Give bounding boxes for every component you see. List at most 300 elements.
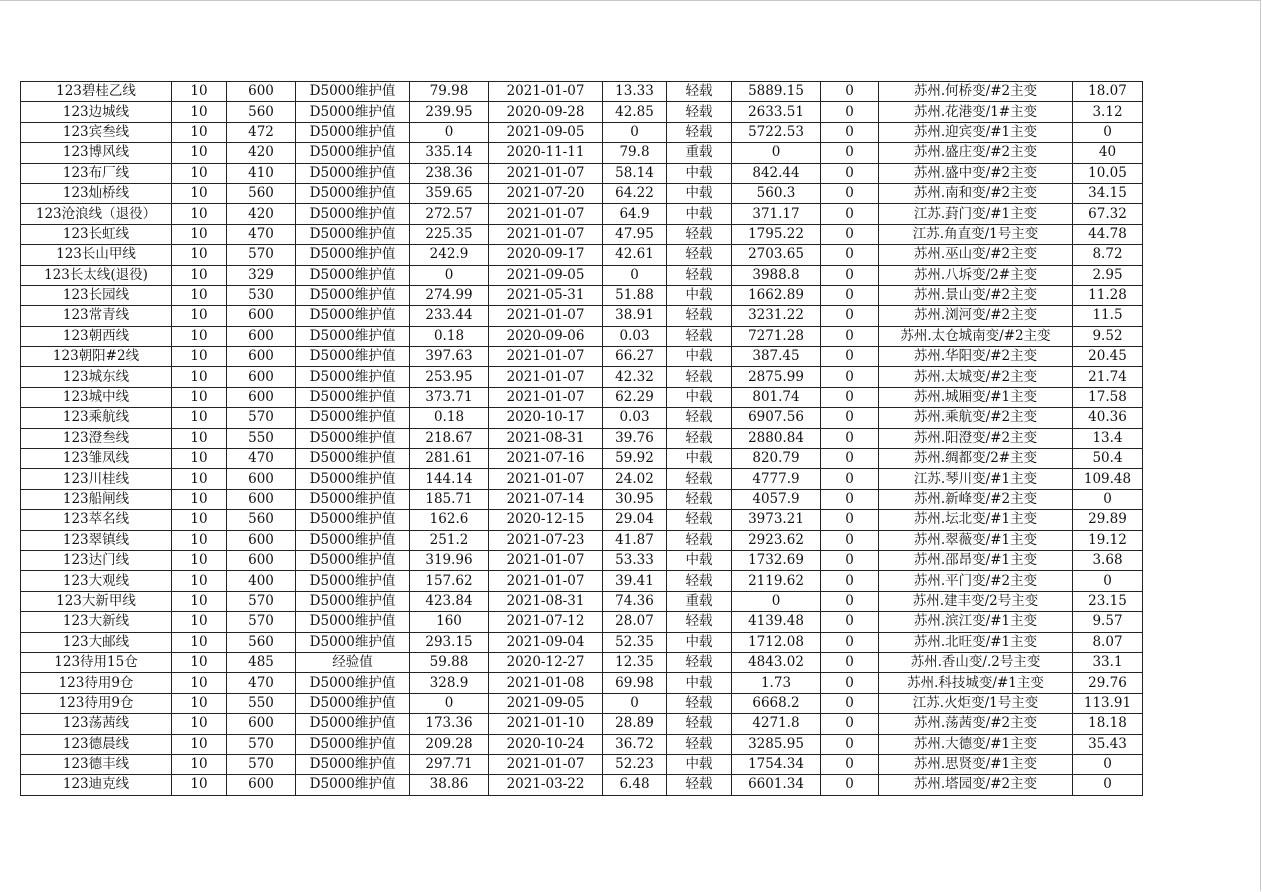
substation-cell: 苏州.乘航变/#2主变 — [879, 408, 1073, 428]
load-rate-cell: 24.02 — [603, 469, 667, 489]
current-value-cell: 253.95 — [410, 367, 489, 387]
load-rate-cell: 39.76 — [603, 428, 667, 448]
margin-cell: 1795.22 — [732, 224, 821, 244]
table-row — [21, 306, 1143, 326]
table-row — [21, 734, 1143, 754]
line-name-cell: 123达门线 — [21, 550, 172, 570]
substation-cell: 苏州.盛庄变/#2主变 — [879, 143, 1073, 163]
current-value-cell: 225.35 — [410, 224, 489, 244]
voltage-cell: 10 — [172, 489, 227, 509]
table-body — [21, 82, 1143, 796]
table-row — [21, 224, 1143, 244]
substation-cell: 苏州.科技城变/#1主变 — [879, 673, 1073, 693]
load-status-cell: 轻载 — [667, 224, 732, 244]
load-status-cell: 轻载 — [667, 326, 732, 346]
extra-value-cell: 33.1 — [1073, 652, 1143, 672]
source-cell: D5000维护值 — [296, 285, 410, 305]
voltage-cell: 10 — [172, 693, 227, 713]
extra-value-cell: 9.57 — [1073, 612, 1143, 632]
table-row — [21, 591, 1143, 611]
source-cell: D5000维护值 — [296, 183, 410, 203]
line-name-cell: 123翠镇线 — [21, 530, 172, 550]
date-cell: 2021-01-07 — [489, 387, 603, 407]
voltage-cell: 10 — [172, 571, 227, 591]
extra-value-cell: 10.05 — [1073, 163, 1143, 183]
load-status-cell: 中载 — [667, 387, 732, 407]
date-cell: 2021-09-04 — [489, 632, 603, 652]
source-cell: D5000维护值 — [296, 489, 410, 509]
current-value-cell: 251.2 — [410, 530, 489, 550]
substation-cell: 江苏.琴川变/#1主变 — [879, 469, 1073, 489]
table-row — [21, 469, 1143, 489]
load-status-cell: 轻载 — [667, 265, 732, 285]
zero-cell: 0 — [821, 571, 879, 591]
margin-cell: 2633.51 — [732, 102, 821, 122]
substation-cell: 苏州.邵昂变/#1主变 — [879, 550, 1073, 570]
margin-cell: 1712.08 — [732, 632, 821, 652]
current-value-cell: 162.6 — [410, 510, 489, 530]
current-value-cell: 0 — [410, 693, 489, 713]
date-cell: 2021-05-31 — [489, 285, 603, 305]
load-status-cell: 轻载 — [667, 428, 732, 448]
zero-cell: 0 — [821, 510, 879, 530]
load-status-cell: 轻载 — [667, 489, 732, 509]
load-status-cell: 中载 — [667, 754, 732, 774]
table-row — [21, 510, 1143, 530]
extra-value-cell: 0 — [1073, 122, 1143, 142]
table-row — [21, 183, 1143, 203]
zero-cell: 0 — [821, 673, 879, 693]
source-cell: D5000维护值 — [296, 449, 410, 469]
extra-value-cell: 67.32 — [1073, 204, 1143, 224]
zero-cell: 0 — [821, 204, 879, 224]
zero-cell: 0 — [821, 714, 879, 734]
date-cell: 2021-09-05 — [489, 122, 603, 142]
load-status-cell: 中载 — [667, 550, 732, 570]
current-value-cell: 242.9 — [410, 245, 489, 265]
margin-cell: 2880.84 — [732, 428, 821, 448]
current-value-cell: 297.71 — [410, 754, 489, 774]
current-value-cell: 397.63 — [410, 347, 489, 367]
line-name-cell: 123萃名线 — [21, 510, 172, 530]
current-value-cell: 335.14 — [410, 143, 489, 163]
margin-cell: 0 — [732, 143, 821, 163]
voltage-cell: 10 — [172, 306, 227, 326]
load-status-cell: 轻载 — [667, 693, 732, 713]
rated-current-cell: 600 — [227, 347, 296, 367]
margin-cell: 560.3 — [732, 183, 821, 203]
voltage-cell: 10 — [172, 163, 227, 183]
source-cell: D5000维护值 — [296, 347, 410, 367]
load-rate-cell: 0.03 — [603, 408, 667, 428]
load-rate-cell: 0 — [603, 265, 667, 285]
voltage-cell: 10 — [172, 775, 227, 795]
rated-current-cell: 560 — [227, 102, 296, 122]
margin-cell: 5722.53 — [732, 122, 821, 142]
current-value-cell: 157.62 — [410, 571, 489, 591]
substation-cell: 江苏.葑门变/#1主变 — [879, 204, 1073, 224]
date-cell: 2021-01-10 — [489, 714, 603, 734]
substation-cell: 苏州.坛北变/#1主变 — [879, 510, 1073, 530]
source-cell: D5000维护值 — [296, 734, 410, 754]
line-name-cell: 123长太线(退役) — [21, 265, 172, 285]
substation-cell: 苏州.大德变/#1主变 — [879, 734, 1073, 754]
load-status-cell: 轻载 — [667, 775, 732, 795]
table-row — [21, 387, 1143, 407]
load-status-cell: 中载 — [667, 163, 732, 183]
date-cell: 2021-09-05 — [489, 265, 603, 285]
rated-current-cell: 329 — [227, 265, 296, 285]
line-name-cell: 123长山甲线 — [21, 245, 172, 265]
extra-value-cell: 8.07 — [1073, 632, 1143, 652]
margin-cell: 1732.69 — [732, 550, 821, 570]
zero-cell: 0 — [821, 775, 879, 795]
margin-cell: 4057.9 — [732, 489, 821, 509]
substation-cell: 苏州.巫山变/#2主变 — [879, 245, 1073, 265]
source-cell: D5000维护值 — [296, 571, 410, 591]
extra-value-cell: 50.4 — [1073, 449, 1143, 469]
load-rate-cell: 53.33 — [603, 550, 667, 570]
source-cell: D5000维护值 — [296, 673, 410, 693]
substation-cell: 苏州.塔园变/#2主变 — [879, 775, 1073, 795]
load-rate-cell: 30.95 — [603, 489, 667, 509]
extra-value-cell: 11.5 — [1073, 306, 1143, 326]
zero-cell: 0 — [821, 489, 879, 509]
extra-value-cell: 44.78 — [1073, 224, 1143, 244]
current-value-cell: 160 — [410, 612, 489, 632]
voltage-cell: 10 — [172, 143, 227, 163]
rated-current-cell: 550 — [227, 428, 296, 448]
extra-value-cell: 9.52 — [1073, 326, 1143, 346]
table-row — [21, 367, 1143, 387]
date-cell: 2020-12-27 — [489, 652, 603, 672]
extra-value-cell: 18.18 — [1073, 714, 1143, 734]
table-row — [21, 428, 1143, 448]
rated-current-cell: 600 — [227, 714, 296, 734]
zero-cell: 0 — [821, 449, 879, 469]
substation-cell: 苏州.滨江变/#1主变 — [879, 612, 1073, 632]
voltage-cell: 10 — [172, 449, 227, 469]
load-rate-cell: 52.23 — [603, 754, 667, 774]
current-value-cell: 0.18 — [410, 408, 489, 428]
table-row — [21, 775, 1143, 795]
source-cell: D5000维护值 — [296, 306, 410, 326]
table-row — [21, 204, 1143, 224]
extra-value-cell: 0 — [1073, 754, 1143, 774]
zero-cell: 0 — [821, 387, 879, 407]
margin-cell: 4271.8 — [732, 714, 821, 734]
load-status-cell: 中载 — [667, 204, 732, 224]
voltage-cell: 10 — [172, 734, 227, 754]
voltage-cell: 10 — [172, 204, 227, 224]
table-row — [21, 652, 1143, 672]
load-rate-cell: 42.61 — [603, 245, 667, 265]
load-status-cell: 轻载 — [667, 714, 732, 734]
rated-current-cell: 410 — [227, 163, 296, 183]
load-status-cell: 轻载 — [667, 652, 732, 672]
current-value-cell: 144.14 — [410, 469, 489, 489]
table-row — [21, 265, 1143, 285]
extra-value-cell: 40 — [1073, 143, 1143, 163]
voltage-cell: 10 — [172, 530, 227, 550]
voltage-cell: 10 — [172, 754, 227, 774]
substation-cell: 苏州.建丰变/2号主变 — [879, 591, 1073, 611]
extra-value-cell: 29.89 — [1073, 510, 1143, 530]
date-cell: 2020-12-15 — [489, 510, 603, 530]
voltage-cell: 10 — [172, 591, 227, 611]
source-cell: D5000维护值 — [296, 265, 410, 285]
table-row — [21, 347, 1143, 367]
margin-cell: 371.17 — [732, 204, 821, 224]
voltage-cell: 10 — [172, 265, 227, 285]
load-status-cell: 轻载 — [667, 612, 732, 632]
current-value-cell: 185.71 — [410, 489, 489, 509]
load-status-cell: 重载 — [667, 143, 732, 163]
rated-current-cell: 600 — [227, 387, 296, 407]
date-cell: 2021-07-12 — [489, 612, 603, 632]
voltage-cell: 10 — [172, 387, 227, 407]
load-status-cell: 轻载 — [667, 530, 732, 550]
source-cell: D5000维护值 — [296, 530, 410, 550]
current-value-cell: 0.18 — [410, 326, 489, 346]
load-status-cell: 重载 — [667, 591, 732, 611]
load-status-cell: 轻载 — [667, 469, 732, 489]
load-status-cell: 轻载 — [667, 306, 732, 326]
rated-current-cell: 600 — [227, 469, 296, 489]
rated-current-cell: 600 — [227, 530, 296, 550]
source-cell: D5000维护值 — [296, 163, 410, 183]
zero-cell: 0 — [821, 347, 879, 367]
source-cell: D5000维护值 — [296, 224, 410, 244]
extra-value-cell: 3.12 — [1073, 102, 1143, 122]
voltage-cell: 10 — [172, 224, 227, 244]
source-cell: D5000维护值 — [296, 387, 410, 407]
voltage-cell: 10 — [172, 550, 227, 570]
source-cell: D5000维护值 — [296, 591, 410, 611]
load-status-cell: 中载 — [667, 285, 732, 305]
line-name-cell: 123边城线 — [21, 102, 172, 122]
load-rate-cell: 0 — [603, 122, 667, 142]
current-value-cell: 328.9 — [410, 673, 489, 693]
rated-current-cell: 570 — [227, 408, 296, 428]
zero-cell: 0 — [821, 469, 879, 489]
rated-current-cell: 570 — [227, 591, 296, 611]
rated-current-cell: 600 — [227, 550, 296, 570]
substation-cell: 苏州.何桥变/#2主变 — [879, 82, 1073, 102]
load-rate-cell: 12.35 — [603, 652, 667, 672]
load-rate-cell: 13.33 — [603, 82, 667, 102]
rated-current-cell: 600 — [227, 367, 296, 387]
current-value-cell: 209.28 — [410, 734, 489, 754]
line-name-cell: 123川桂线 — [21, 469, 172, 489]
line-name-cell: 123雏凤线 — [21, 449, 172, 469]
line-name-cell: 123德丰线 — [21, 754, 172, 774]
substation-cell: 苏州.绸都变/2#主变 — [879, 449, 1073, 469]
table-row — [21, 82, 1143, 102]
line-name-cell: 123大新甲线 — [21, 591, 172, 611]
margin-cell: 4843.02 — [732, 652, 821, 672]
load-rate-cell: 42.32 — [603, 367, 667, 387]
line-name-cell: 123沧浪线（退役） — [21, 204, 172, 224]
margin-cell: 2875.99 — [732, 367, 821, 387]
voltage-cell: 10 — [172, 347, 227, 367]
load-rate-cell: 42.85 — [603, 102, 667, 122]
date-cell: 2020-09-28 — [489, 102, 603, 122]
voltage-cell: 10 — [172, 469, 227, 489]
line-name-cell: 123大观线 — [21, 571, 172, 591]
date-cell: 2021-01-07 — [489, 224, 603, 244]
load-rate-cell: 51.88 — [603, 285, 667, 305]
line-name-cell: 123灿桥线 — [21, 183, 172, 203]
rated-current-cell: 400 — [227, 571, 296, 591]
current-value-cell: 173.36 — [410, 714, 489, 734]
substation-cell: 苏州.城厢变/#1主变 — [879, 387, 1073, 407]
table-row — [21, 673, 1143, 693]
zero-cell: 0 — [821, 550, 879, 570]
zero-cell: 0 — [821, 102, 879, 122]
rated-current-cell: 600 — [227, 326, 296, 346]
load-rate-cell: 28.07 — [603, 612, 667, 632]
zero-cell: 0 — [821, 306, 879, 326]
substation-cell: 苏州.荡茜变/#2主变 — [879, 714, 1073, 734]
substation-cell: 苏州.盛中变/#2主变 — [879, 163, 1073, 183]
rated-current-cell: 560 — [227, 510, 296, 530]
load-rate-cell: 47.95 — [603, 224, 667, 244]
table-row — [21, 612, 1143, 632]
voltage-cell: 10 — [172, 652, 227, 672]
extra-value-cell: 23.15 — [1073, 591, 1143, 611]
rated-current-cell: 600 — [227, 82, 296, 102]
zero-cell: 0 — [821, 530, 879, 550]
date-cell: 2021-08-31 — [489, 428, 603, 448]
current-value-cell: 0 — [410, 122, 489, 142]
substation-cell: 苏州.花港变/1#主变 — [879, 102, 1073, 122]
rated-current-cell: 530 — [227, 285, 296, 305]
load-rate-cell: 59.92 — [603, 449, 667, 469]
source-cell: D5000维护值 — [296, 408, 410, 428]
rated-current-cell: 560 — [227, 632, 296, 652]
date-cell: 2021-01-07 — [489, 347, 603, 367]
zero-cell: 0 — [821, 591, 879, 611]
date-cell: 2021-07-23 — [489, 530, 603, 550]
line-name-cell: 123待用15仓 — [21, 652, 172, 672]
extra-value-cell: 11.28 — [1073, 285, 1143, 305]
load-rate-cell: 66.27 — [603, 347, 667, 367]
current-value-cell: 293.15 — [410, 632, 489, 652]
voltage-cell: 10 — [172, 245, 227, 265]
source-cell: D5000维护值 — [296, 428, 410, 448]
zero-cell: 0 — [821, 245, 879, 265]
voltage-cell: 10 — [172, 183, 227, 203]
line-name-cell: 123大新线 — [21, 612, 172, 632]
zero-cell: 0 — [821, 326, 879, 346]
load-status-cell: 中载 — [667, 183, 732, 203]
zero-cell: 0 — [821, 265, 879, 285]
table-row — [21, 714, 1143, 734]
margin-cell: 4139.48 — [732, 612, 821, 632]
current-value-cell: 373.71 — [410, 387, 489, 407]
current-value-cell: 319.96 — [410, 550, 489, 570]
line-name-cell: 123城东线 — [21, 367, 172, 387]
table-row — [21, 102, 1143, 122]
rated-current-cell: 420 — [227, 204, 296, 224]
source-cell: D5000维护值 — [296, 775, 410, 795]
source-cell: 经验值 — [296, 652, 410, 672]
load-rate-cell: 74.36 — [603, 591, 667, 611]
zero-cell: 0 — [821, 612, 879, 632]
extra-value-cell: 8.72 — [1073, 245, 1143, 265]
zero-cell: 0 — [821, 183, 879, 203]
voltage-cell: 10 — [172, 102, 227, 122]
margin-cell: 1.73 — [732, 673, 821, 693]
table-row — [21, 693, 1143, 713]
line-name-cell: 123迪克线 — [21, 775, 172, 795]
load-status-cell: 轻载 — [667, 408, 732, 428]
date-cell: 2020-10-17 — [489, 408, 603, 428]
date-cell: 2021-07-16 — [489, 449, 603, 469]
substation-cell: 江苏.角直变/1号主变 — [879, 224, 1073, 244]
margin-cell: 5889.15 — [732, 82, 821, 102]
table-row — [21, 489, 1143, 509]
margin-cell: 6601.34 — [732, 775, 821, 795]
rated-current-cell: 600 — [227, 306, 296, 326]
rated-current-cell: 420 — [227, 143, 296, 163]
rated-current-cell: 600 — [227, 489, 296, 509]
extra-value-cell: 34.15 — [1073, 183, 1143, 203]
current-value-cell: 218.67 — [410, 428, 489, 448]
line-name-cell: 123宾叁线 — [21, 122, 172, 142]
extra-value-cell: 17.58 — [1073, 387, 1143, 407]
line-name-cell: 123船闸线 — [21, 489, 172, 509]
table-row — [21, 122, 1143, 142]
margin-cell: 1754.34 — [732, 754, 821, 774]
extra-value-cell: 13.4 — [1073, 428, 1143, 448]
line-name-cell: 123乘航线 — [21, 408, 172, 428]
load-status-cell: 中载 — [667, 449, 732, 469]
margin-cell: 3285.95 — [732, 734, 821, 754]
zero-cell: 0 — [821, 285, 879, 305]
voltage-cell: 10 — [172, 408, 227, 428]
margin-cell: 801.74 — [732, 387, 821, 407]
current-value-cell: 274.99 — [410, 285, 489, 305]
current-value-cell: 0 — [410, 265, 489, 285]
load-status-cell: 轻载 — [667, 571, 732, 591]
substation-cell: 苏州.翠薇变/#1主变 — [879, 530, 1073, 550]
zero-cell: 0 — [821, 143, 879, 163]
source-cell: D5000维护值 — [296, 326, 410, 346]
margin-cell: 2119.62 — [732, 571, 821, 591]
rated-current-cell: 570 — [227, 734, 296, 754]
line-name-cell: 123待用9仓 — [21, 673, 172, 693]
date-cell: 2020-11-11 — [489, 143, 603, 163]
date-cell: 2021-01-07 — [489, 469, 603, 489]
substation-cell: 苏州.平门变/#2主变 — [879, 571, 1073, 591]
zero-cell: 0 — [821, 224, 879, 244]
load-status-cell: 中载 — [667, 632, 732, 652]
zero-cell: 0 — [821, 367, 879, 387]
date-cell: 2021-08-31 — [489, 591, 603, 611]
substation-cell: 苏州.思贤变/#1主变 — [879, 754, 1073, 774]
data-table — [20, 81, 1143, 796]
margin-cell: 842.44 — [732, 163, 821, 183]
line-name-cell: 123荡茜线 — [21, 714, 172, 734]
current-value-cell: 38.86 — [410, 775, 489, 795]
line-name-cell: 123待用9仓 — [21, 693, 172, 713]
table-row — [21, 408, 1143, 428]
table-row — [21, 530, 1143, 550]
margin-cell: 6668.2 — [732, 693, 821, 713]
load-status-cell: 轻载 — [667, 245, 732, 265]
